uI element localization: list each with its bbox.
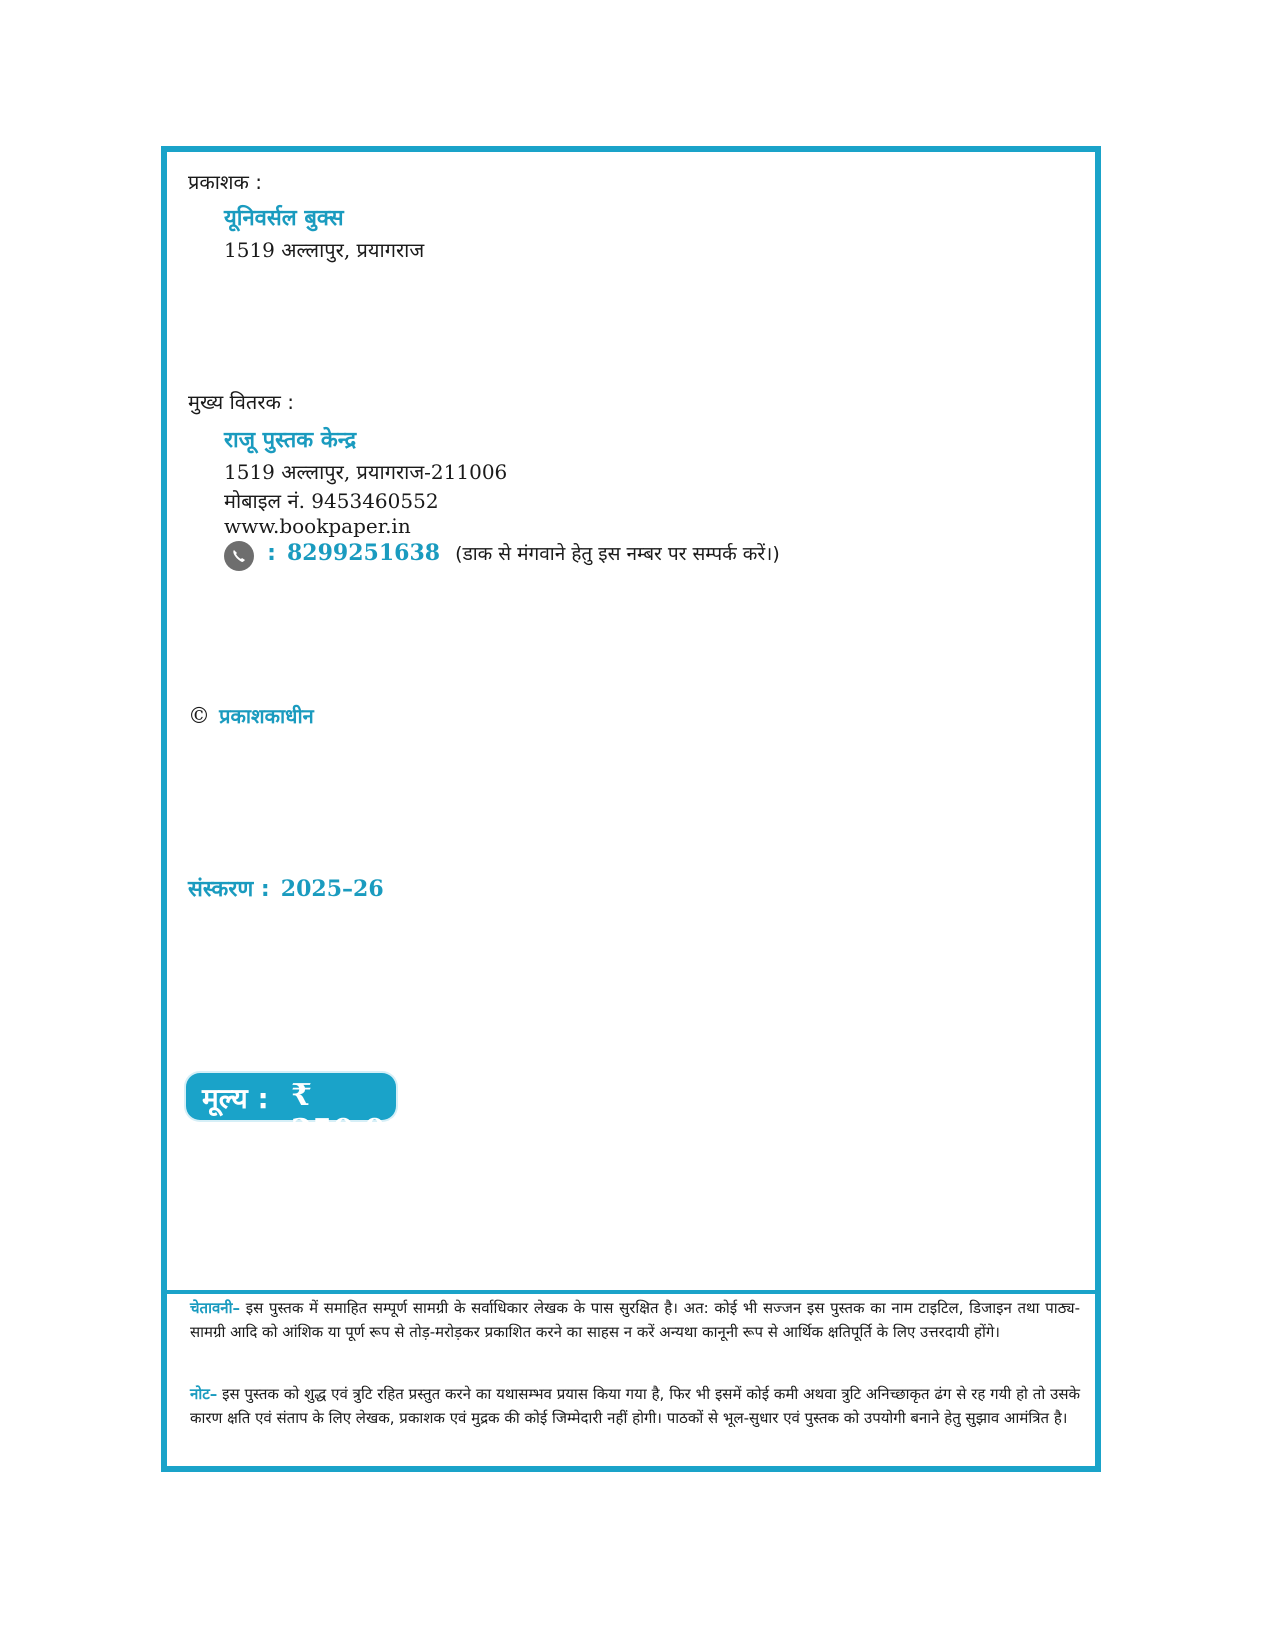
price-label: मूल्य : (202, 1082, 269, 1115)
price-badge (186, 1073, 406, 1148)
publisher-name: यूनिवर्सल बुक्स (224, 206, 344, 231)
distributor-name: राजू पुस्तक केन्द्र (224, 428, 357, 453)
page-border-frame (161, 146, 1101, 1472)
notice-divider (167, 1290, 1095, 1294)
warning-notice (190, 1296, 1080, 1344)
copyright-text: प्रकाशकाधीन (219, 704, 314, 728)
copyright-symbol: © (188, 704, 210, 729)
copyright-line (188, 702, 314, 729)
distributor-label: मुख्य वितरक : (188, 390, 294, 414)
distributor-mobile: मोबाइल नं. 9453460552 (224, 489, 439, 513)
note-notice (190, 1382, 1080, 1430)
edition-value: 2025–26 (280, 876, 384, 902)
edition-label: संस्करण : (188, 877, 270, 902)
whatsapp-separator: : (267, 541, 276, 566)
whatsapp-icon (224, 541, 254, 571)
edition-line (188, 873, 384, 903)
warning-key: चेतावनी– (190, 1299, 241, 1317)
distributor-website[interactable]: www.bookpaper.in (224, 514, 411, 538)
whatsapp-row (224, 540, 780, 574)
warning-text: इस पुस्तक में समाहित सम्पूर्ण सामग्री के सर्वाधिकार लेखक के पास सुरक्षित है। अत: कोई भी सज्जन इस पुस्तक का नाम टाइटिल, डिजाइन तथा पाठ्य-सामग्री आदि को आंशिक या पूर्ण रूप से तोड़-मरोड़कर प्रकाशित करने का साहस न करें अन्यथा कानूनी रूप से आर्थिक क्षतिपूर्ति के लिए उत्तरदायी होंगे। (190, 1299, 1080, 1341)
note-key: नोट– (190, 1385, 218, 1403)
whatsapp-note: (डाक से मंगवाने हेतु इस नम्बर पर सम्पर्क करें।) (455, 543, 780, 565)
publisher-label: प्रकाशक : (188, 170, 262, 194)
note-text: इस पुस्तक को शुद्ध एवं त्रुटि रहित प्रस्तुत करने का यथासम्भव प्रयास किया गया है, फिर भी इसमें कोई कमी अथवा त्रुटि अनिच्छाकृत ढंग से रह गयी हो तो उसके कारण क्षति एवं संताप के लिए लेखक, प्रकाशक एवं मुद्रक की कोई जिम्मेदारी नहीं होगी। पाठकों से भूल-सुधार एवं पुस्तक को उपयोगी बनाने हेतु सुझाव आमंत्रित है। (190, 1385, 1080, 1427)
publisher-address: 1519 अल्लापुर, प्रयागराज (224, 238, 425, 262)
whatsapp-number[interactable]: 8299251638 (287, 540, 441, 566)
price-value: ₹ 250.00 (291, 1078, 406, 1148)
distributor-address: 1519 अल्लापुर, प्रयागराज-211006 (224, 460, 508, 484)
